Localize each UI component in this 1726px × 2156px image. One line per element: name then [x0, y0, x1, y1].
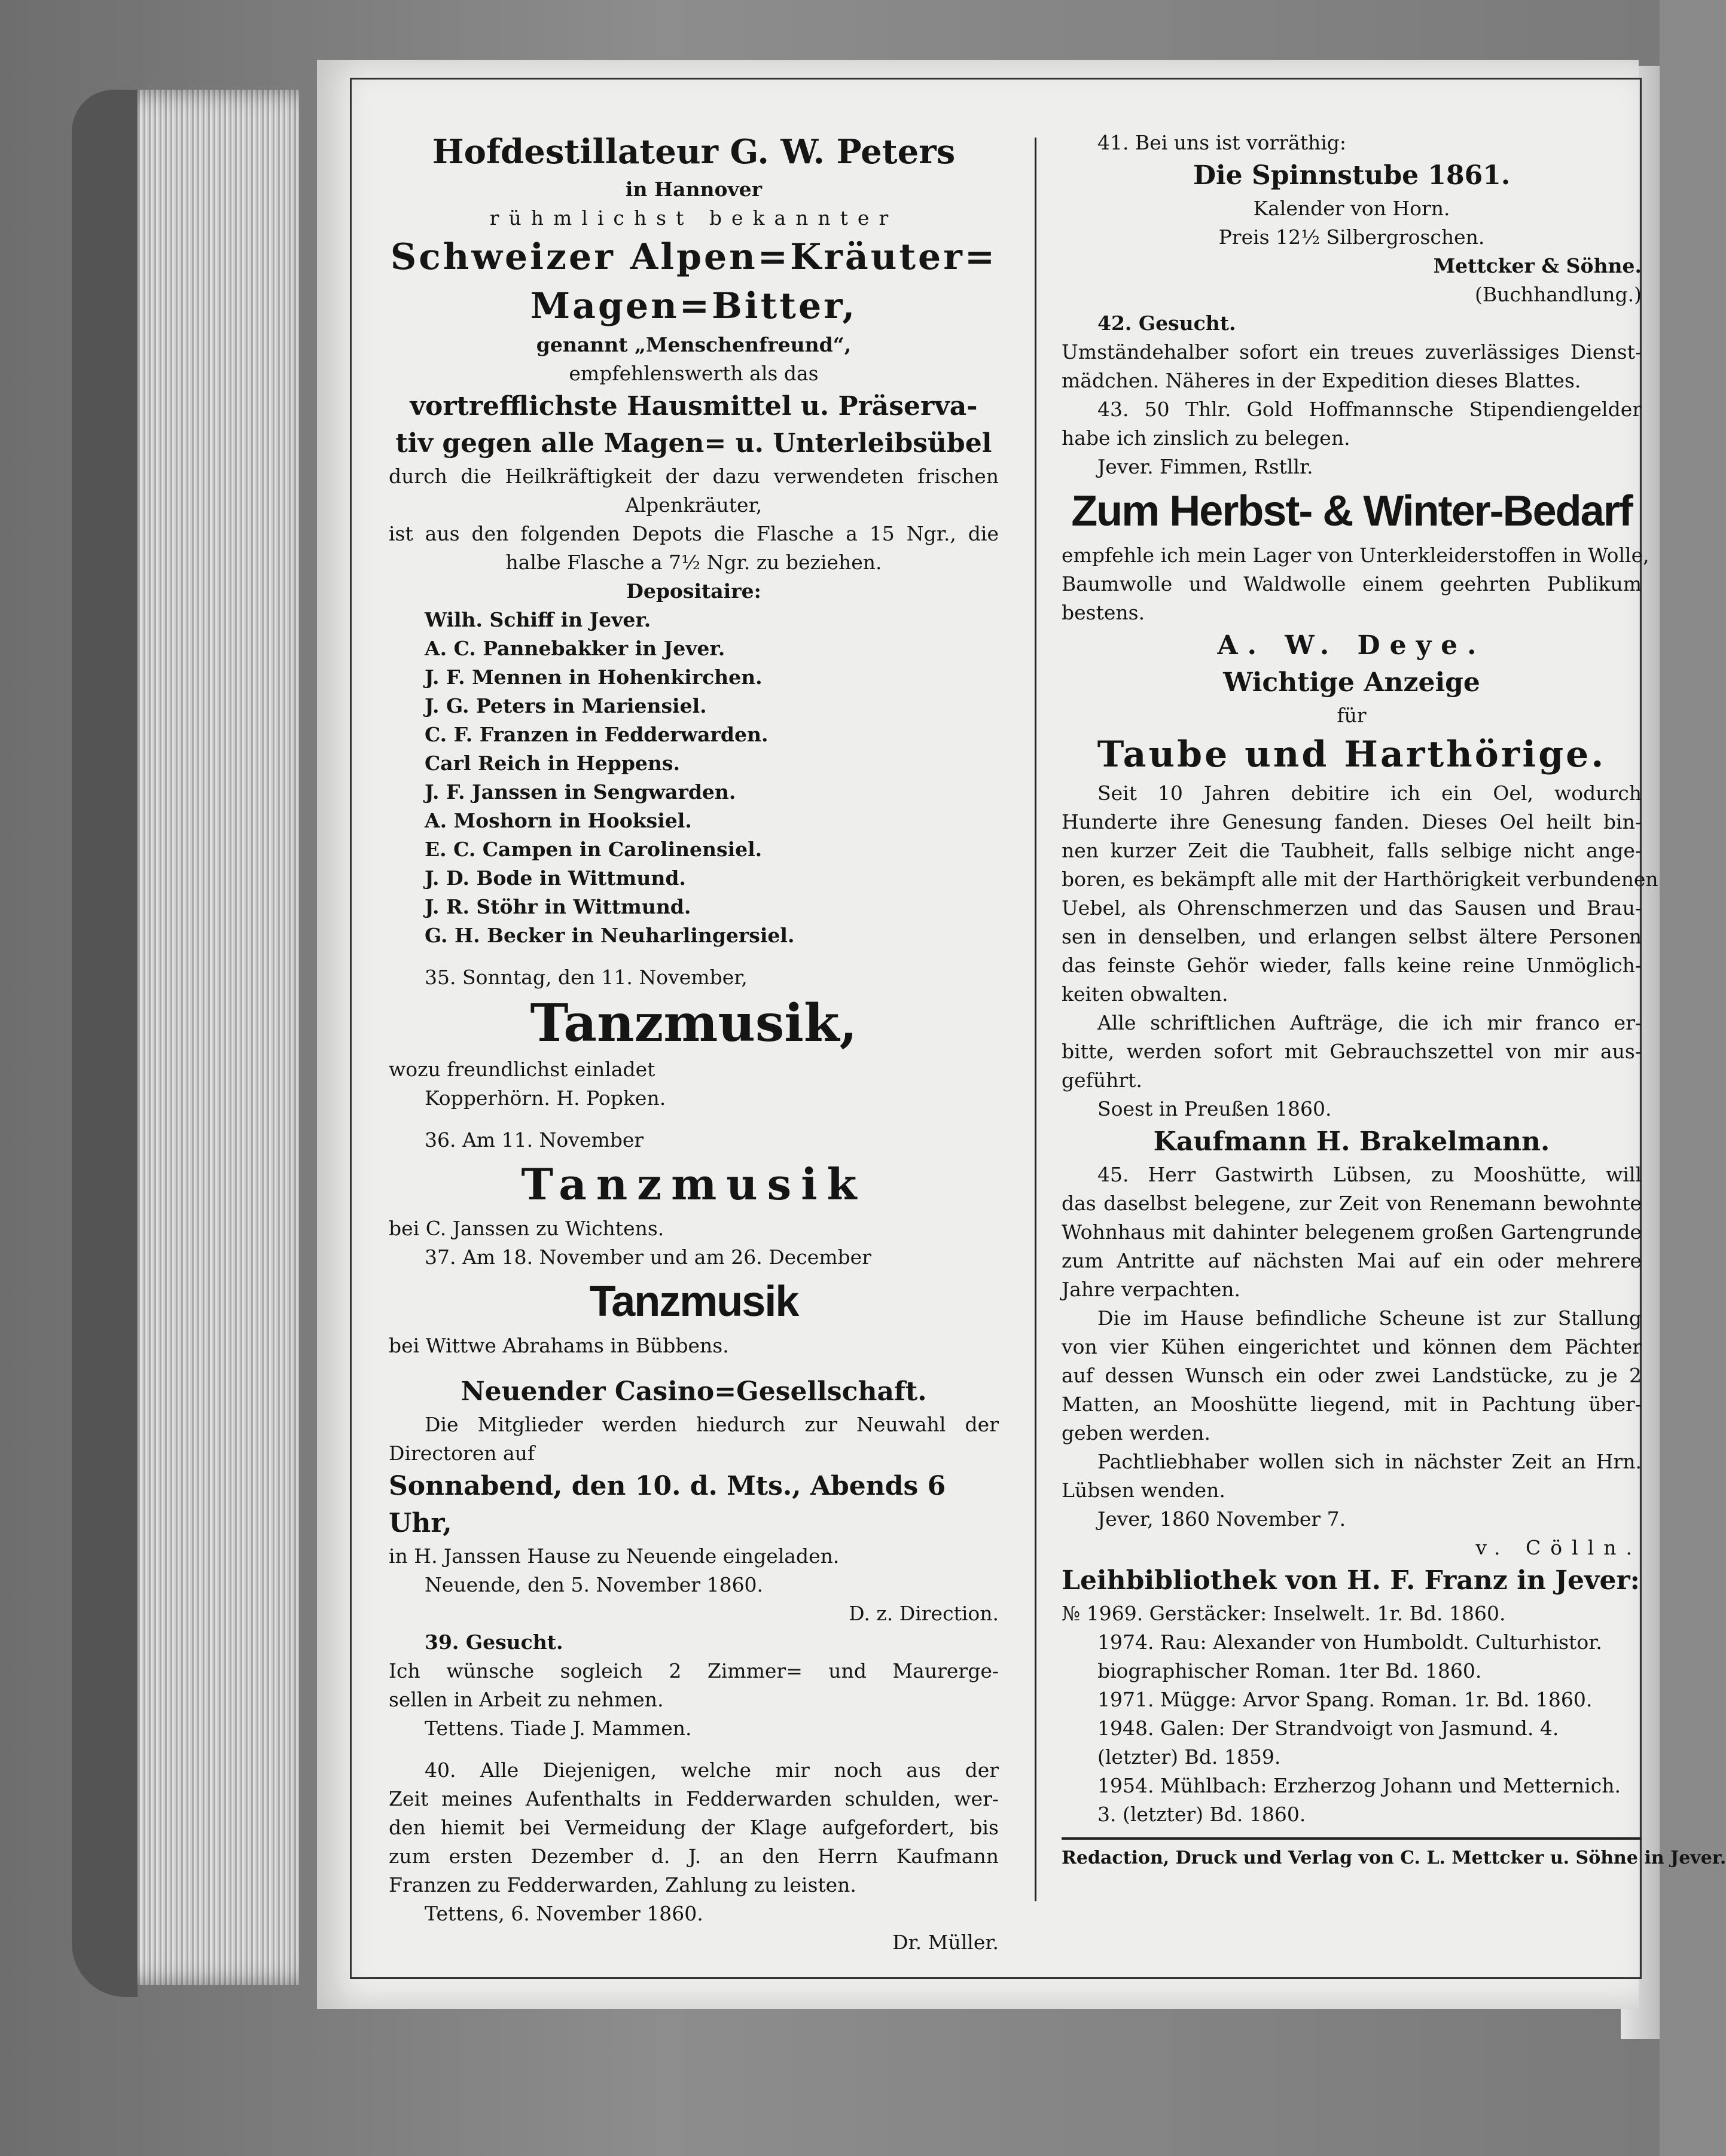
left-line: Alpenkräuter, [625, 493, 763, 517]
left-line: Schweizer Alpen=Kräuter= [390, 236, 998, 278]
left-line: Tanzmusik [589, 1278, 798, 1326]
right-line: (letzter) Bd. 1859. [1097, 1745, 1281, 1769]
right-line: (Buchhandlung.) [1475, 283, 1642, 306]
right-line: Jever, 1860 November 7. [1097, 1507, 1346, 1531]
left-line: J. G. Peters in Mariensiel. [425, 694, 707, 717]
left-line: E. C. Campen in Carolinensiel. [425, 838, 763, 861]
left-line: C. F. Franzen in Fedderwarden. [425, 723, 769, 746]
right-column [1062, 129, 1726, 1872]
right-line: Baumwolle und Waldwolle einem geehrten Publikum [1062, 572, 1642, 596]
left-line [389, 1360, 999, 1373]
right-line: Alle schriftlichen Aufträge, die ich mir franco er- [1097, 1011, 1642, 1034]
right-line: 45. Herr Gastwirth Lübsen, zu Mooshütte, will [1097, 1163, 1642, 1186]
column-divider [1035, 138, 1036, 1901]
right-line: bitte, werden sofort mit Gebrauchszettel von mir aus- [1062, 1040, 1642, 1063]
right-line: 1954. Mühlbach: Erzherzog Johann und Metternich. [1097, 1774, 1621, 1797]
right-line: 1974. Rau: Alexander von Humboldt. Culturhistor. [1097, 1630, 1602, 1654]
right-line: Jever. Fimmen, Rstllr. [1097, 455, 1313, 478]
left-line: Franzen zu Fedderwarden, Zahlung zu leisten. [389, 1873, 856, 1897]
left-line: rühmlichst bekannter [489, 206, 898, 230]
right-line: geben werden. [1062, 1421, 1210, 1445]
left-line: Zeit meines Aufenthalts in Fedderwarden schulden, wer- [389, 1787, 999, 1810]
right-line: Mettcker & Söhne. [1433, 254, 1642, 277]
left-line: D. z. Direction. [849, 1602, 999, 1625]
right-line: Taube und Harthörige. [1097, 734, 1606, 775]
right-line: Die Spinnstube 1861. [1193, 160, 1511, 191]
left-line: Tettens, 6. November 1860. [425, 1902, 703, 1925]
right-line: mädchen. Näheres in der Expedition dieses Blattes. [1062, 369, 1581, 392]
left-line: Tettens. Tiade J. Mammen. [425, 1717, 692, 1740]
left-line: ist aus den folgenden Depots die Flasche a 15 Ngr., die [389, 522, 999, 545]
right-line: das feinste Gehör wieder, falls keine reine Unmöglich- [1062, 954, 1642, 977]
left-line: Sonnabend, den 10. d. Mts., Abends 6 Uhr, [389, 1471, 946, 1538]
left-line: 39. Gesucht. [425, 1630, 563, 1654]
left-line: A. C. Pannebakker in Jever. [425, 637, 725, 660]
left-line: Magen=Bitter, [530, 285, 858, 327]
left-line: G. H. Becker in Neuharlingersiel. [425, 924, 795, 947]
right-line: das daselbst belegene, zur Zeit von Renemann bewohnte [1062, 1192, 1642, 1215]
left-line: bei Wittwe Abrahams in Bübbens. [389, 1334, 729, 1357]
right-line: Matten, an Mooshütte liegend, mit in Pachtung über- [1062, 1392, 1642, 1416]
right-line: keiten obwalten. [1062, 982, 1228, 1006]
right-line: Jahre verpachten. [1062, 1278, 1240, 1301]
left-line [389, 950, 999, 963]
right-line: biographischer Roman. 1ter Bd. 1860. [1097, 1659, 1482, 1682]
right-line: Pachtliebhaber wollen sich in nächster Zeit an Hrn. [1097, 1450, 1642, 1473]
right-line: A. W. Deye. [1217, 630, 1486, 661]
left-line: Dr. Müller. [892, 1931, 999, 1954]
left-line: Kopperhörn. H. Popken. [425, 1086, 666, 1110]
right-line: Seit 10 Jahren debitire ich ein Oel, wodurch [1097, 781, 1642, 805]
left-line: Carl Reich in Heppens. [425, 752, 680, 775]
right-line: sen in denselben, und erlangen selbst ältere Personen [1062, 925, 1642, 948]
right-line: empfehle ich mein Lager von Unterkleiderstoffen in Wolle, [1062, 543, 1649, 567]
left-line: J. R. Stöhr in Wittmund. [425, 895, 691, 918]
left-line: 35. Sonntag, den 11. November, [425, 966, 748, 989]
right-line: bestens. [1062, 601, 1145, 624]
right-line: 43. 50 Thlr. Gold Hoffmannsche Stipendiengelder [1097, 398, 1642, 421]
left-line: in Hannover [625, 178, 763, 201]
left-line: Wilh. Schiff in Jever. [425, 608, 651, 631]
right-line: Lübsen wenden. [1062, 1479, 1225, 1502]
right-line: zum Antritte auf nächsten Mai auf ein oder mehrere [1062, 1249, 1642, 1272]
right-line: geführt. [1062, 1068, 1142, 1092]
left-line: Hofdestillateur G. W. Peters [432, 132, 956, 172]
left-line: sellen in Arbeit zu nehmen. [389, 1688, 664, 1711]
left-line: 36. Am 11. November [425, 1128, 644, 1152]
left-line: vortrefflichste Hausmittel u. Präserva- [410, 391, 978, 422]
right-line: Kaufmann H. Brakelmann. [1153, 1126, 1550, 1157]
right-line: 1948. Galen: Der Strandvoigt von Jasmund. 4. [1097, 1717, 1559, 1740]
left-line: J. F. Mennen in Hohenkirchen. [425, 665, 763, 689]
right-line: Wohnhaus mit dahinter belegenem großen Gartengrunde [1062, 1220, 1642, 1244]
imprint: Redaction, Druck und Verlag von C. L. Mettcker u. Söhne in Jever. [1062, 1847, 1726, 1868]
left-line: Neuende, den 5. November 1860. [425, 1573, 764, 1596]
right-line: Uebel, als Ohrenschmerzen und das Sausen und Brau- [1062, 896, 1642, 920]
right-line: 3. (letzter) Bd. 1860. [1097, 1803, 1306, 1826]
right-line: v. Cölln. [1475, 1536, 1642, 1559]
left-line: Die Mitglieder werden hiedurch zur Neuwahl der [425, 1413, 999, 1436]
book-cover-edge [72, 90, 138, 1997]
right-line: Die im Hause befindliche Scheune ist zur Stallung [1097, 1306, 1642, 1330]
left-line: Neuender Casino=Gesellschaft. [461, 1376, 927, 1407]
right-line: von vier Kühen eingerichtet und können dem Pächter [1062, 1335, 1642, 1358]
left-line: bei C. Janssen zu Wichtens. [389, 1217, 664, 1240]
right-line: Hunderte ihre Genesung fanden. Dieses Oel heilt bin- [1062, 810, 1642, 833]
left-line: J. F. Janssen in Sengwarden. [425, 780, 736, 804]
right-line: № 1969. Gerstäcker: Inselwelt. 1r. Bd. 1860. [1062, 1602, 1506, 1625]
left-line: durch die Heilkräftigkeit der dazu verwendeten frischen [389, 465, 999, 488]
left-line: Tanzmusik, [530, 993, 858, 1053]
right-line: Kalender von Horn. [1253, 197, 1450, 220]
left-line: den hiemit bei Vermeidung der Klage aufgefordert, bis [389, 1816, 999, 1839]
right-line: 41. Bei uns ist vorräthig: [1097, 131, 1347, 154]
right-line: Zum Herbst- & Winter-Bedarf [1071, 487, 1632, 535]
footer-rule [1062, 1837, 1642, 1840]
left-line: A. Moshorn in Hooksiel. [425, 809, 692, 832]
right-line: boren, es bekämpft alle mit der Harthörigkeit verbundenen [1062, 868, 1658, 891]
left-line: tiv gegen alle Magen= u. Unterleibsübel [395, 428, 992, 459]
left-line: Ich wünsche sogleich 2 Zimmer= und Maurerge- [389, 1659, 999, 1682]
left-line [389, 1743, 999, 1756]
left-line: zum ersten Dezember d. J. an den Herrn Kaufmann [389, 1844, 999, 1868]
right-line: habe ich zinslich zu belegen. [1062, 426, 1350, 450]
right-line: 42. Gesucht. [1097, 312, 1236, 335]
right-line: 1971. Mügge: Arvor Spang. Roman. 1r. Bd. 1860. [1097, 1688, 1593, 1711]
left-line: J. D. Bode in Wittmund. [425, 866, 686, 890]
left-line: 37. Am 18. November und am 26. December [425, 1245, 871, 1269]
left-line: in H. Janssen Hause zu Neuende eingeladen. [389, 1544, 840, 1568]
left-line: Tanzmusik [521, 1159, 867, 1210]
left-line: Depositaire: [626, 579, 761, 603]
left-line: Directoren auf [389, 1442, 535, 1465]
right-line: Umständehalber sofort ein treues zuverlässiges Dienst- [1062, 340, 1642, 364]
right-line: nen kurzer Zeit die Taubheit, falls selbige nicht ange- [1062, 839, 1642, 862]
right-line: Soest in Preußen 1860. [1097, 1097, 1332, 1120]
left-line [389, 1113, 999, 1126]
right-line: auf dessen Wunsch ein oder zwei Landstücke, zu je 2 [1062, 1364, 1642, 1387]
left-column [389, 129, 999, 1957]
left-line: halbe Flasche a 7½ Ngr. zu beziehen. [505, 551, 882, 574]
right-line: Wichtige Anzeige [1223, 667, 1480, 698]
left-line: genannt „Menschenfreund“, [536, 333, 852, 356]
left-line: 40. Alle Diejenigen, welche mir noch aus der [425, 1758, 999, 1782]
right-line: Preis 12½ Silbergroschen. [1218, 225, 1485, 249]
right-line: für [1337, 704, 1367, 727]
right-line: Leihbibliothek von H. F. Franz in Jever: [1062, 1565, 1640, 1596]
left-line: empfehlenswerth als das [569, 362, 819, 385]
left-line: wozu freundlichst einladet [389, 1058, 655, 1081]
